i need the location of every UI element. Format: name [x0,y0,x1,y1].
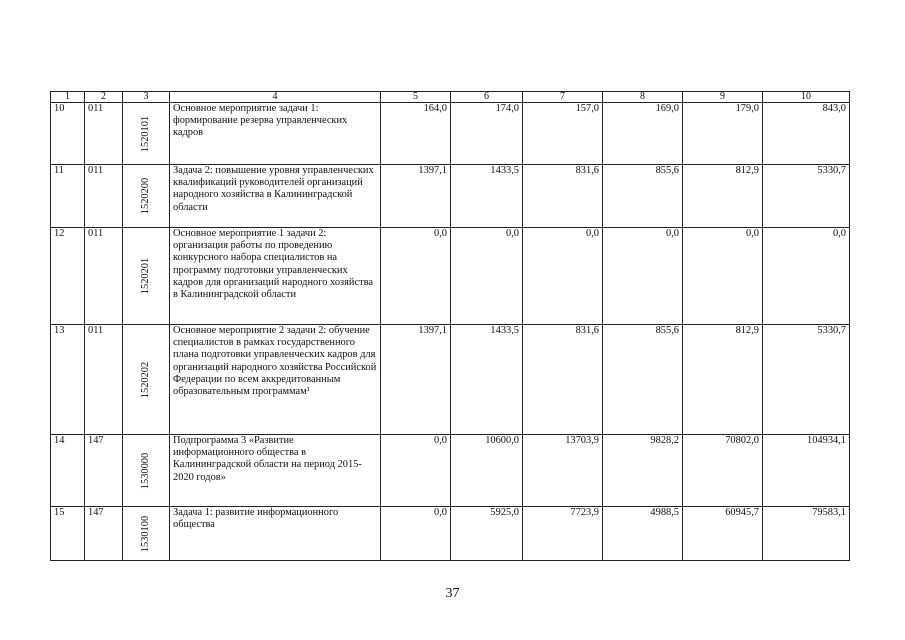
value-col9: 0,0 [683,228,763,325]
page-number: 37 [445,586,460,601]
column-header: 1 [51,92,85,103]
value-col7: 13703,9 [523,435,603,507]
value-col9: 179,0 [683,103,763,165]
row-number: 12 [51,228,85,325]
program-code: 1530000 [139,452,151,489]
value-col8: 855,6 [603,325,683,435]
value-col6: 10600,0 [451,435,523,507]
row-number: 11 [51,165,85,228]
value-col7: 157,0 [523,103,603,165]
table-row [51,228,850,325]
program-code-cell [123,507,170,561]
value-col7: 831,6 [523,165,603,228]
column-header: 2 [85,92,123,103]
row-number: 13 [51,325,85,435]
value-col7: 7723,9 [523,507,603,561]
value-col10: 5330,7 [763,325,850,435]
value-col8: 9828,2 [603,435,683,507]
program-code: 1530100 [139,515,151,552]
program-code: 1520200 [139,177,151,215]
value-col9: 70802,0 [683,435,763,507]
value-col6: 5925,0 [451,507,523,561]
value-col5: 164,0 [381,103,451,165]
value-col5: 0,0 [381,507,451,561]
grbs-code: 011 [85,228,123,325]
row-description: Задача 2: повышение уровня управленческих квалификаций руководителей организаций народного хозяйства в Калининградской области [170,165,381,228]
grbs-code: 147 [85,507,123,561]
program-code-cell [123,165,170,228]
row-description: Подпрограмма 3 «Развитие информационного общества в Калининградской области на период 2015-2020 годов» [170,435,381,507]
column-header: 6 [451,92,523,103]
value-col6: 0,0 [451,228,523,325]
column-header: 5 [381,92,451,103]
program-code: 1520101 [139,115,151,152]
row-description: Основное мероприятие 1 задачи 2: организация работы по проведению конкурсного набора специалистов на программу подготовки управленческих кадров для организаций народного хозяйства в Калининградской области [170,228,381,325]
program-code-cell [123,435,170,507]
column-header: 7 [523,92,603,103]
column-header: 3 [123,92,170,103]
program-code-cell [123,103,170,165]
value-col9: 812,9 [683,325,763,435]
table-row [51,507,850,561]
row-number: 14 [51,435,85,507]
table-row [51,325,850,435]
row-description: Основное мероприятие задачи 1: формирование резерва управленческих кадров [170,103,381,165]
table-row [51,103,850,165]
row-number: 10 [51,103,85,165]
grbs-code: 011 [85,165,123,228]
column-header: 9 [683,92,763,103]
program-code-cell [123,228,170,325]
value-col9: 60945,7 [683,507,763,561]
budget-table [50,91,850,561]
column-header: 10 [763,92,850,103]
value-col6: 1433,5 [451,165,523,228]
value-col9: 812,9 [683,165,763,228]
value-col7: 831,6 [523,325,603,435]
grbs-code: 011 [85,325,123,435]
row-description: Задача 1: развитие информационного общества [170,507,381,561]
value-col10: 79583,1 [763,507,850,561]
value-col8: 855,6 [603,165,683,228]
table-header-row [51,92,850,103]
program-code: 1520201 [139,257,151,295]
program-code: 1520202 [139,361,151,398]
grbs-code: 147 [85,435,123,507]
program-code-cell [123,325,170,435]
value-col8: 4988,5 [603,507,683,561]
value-col6: 1433,5 [451,325,523,435]
row-description: Основное мероприятие 2 задачи 2: обучение специалистов в рамках государственного плана подготовки управленческих кадров для организаций народного хозяйства Российской Федерации по всем аккредитованным образовательным программам¹ [170,325,381,435]
value-col5: 1397,1 [381,165,451,228]
value-col8: 0,0 [603,228,683,325]
value-col6: 174,0 [451,103,523,165]
value-col10: 0,0 [763,228,850,325]
value-col10: 843,0 [763,103,850,165]
grbs-code: 011 [85,103,123,165]
value-col5: 0,0 [381,228,451,325]
table-row [51,165,850,228]
row-number: 15 [51,507,85,561]
column-header: 8 [603,92,683,103]
table-row [51,435,850,507]
value-col5: 0,0 [381,435,451,507]
value-col5: 1397,1 [381,325,451,435]
column-header: 4 [170,92,381,103]
value-col10: 104934,1 [763,435,850,507]
value-col8: 169,0 [603,103,683,165]
value-col7: 0,0 [523,228,603,325]
value-col10: 5330,7 [763,165,850,228]
